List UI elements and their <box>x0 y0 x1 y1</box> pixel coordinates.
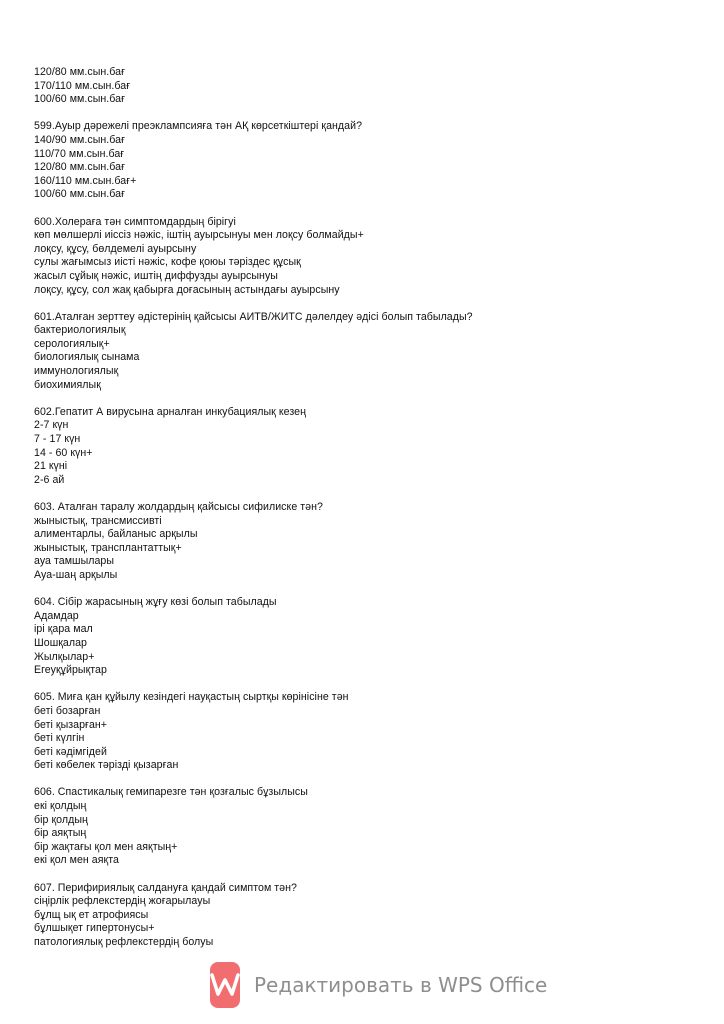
answer-line: 140/90 мм.сын.бағ <box>34 133 125 146</box>
answer-line: екі қолдың <box>34 800 87 813</box>
question-line: 603. Аталған таралу жолдардың қайсысы сифилиске тән? <box>34 501 323 513</box>
paragraph-gap <box>34 773 694 787</box>
paragraph-gap <box>34 487 694 501</box>
answer-line: беті күлгін <box>34 732 85 745</box>
answer-line: 7 - 17 күн <box>34 433 81 446</box>
answer-line: 110/70 мм.сын.бағ <box>34 147 125 160</box>
answer-line: бір аяқтың <box>34 827 87 840</box>
answer-line: бір қолдың <box>34 813 88 826</box>
document-page <box>34 66 694 950</box>
wps-edit-banner[interactable] <box>210 958 548 1012</box>
paragraph-gap <box>34 202 694 216</box>
answer-line: ірі қара мал <box>34 623 93 636</box>
answer-line: беті қызарған+ <box>34 718 108 731</box>
paragraph-gap <box>34 297 694 311</box>
answer-line: сулы жағымсыз иісті нәжіс, кофе қоюы тәріздес құсық <box>34 256 301 269</box>
answer-line: иммунологиялық <box>34 365 119 378</box>
answer-line: биохимиялық <box>34 378 101 391</box>
answer-line: лоқсу, құсу, сол жақ қабырға доғасының астындағы ауырсыну <box>34 283 340 296</box>
answer-line: 120/80 мм.сын.бағ <box>34 66 125 78</box>
answer-line: беті бозарған <box>34 704 101 717</box>
answer-line: бұлшықет гипертонусы+ <box>34 922 155 935</box>
answer-line: Шошқалар <box>34 636 87 649</box>
question-line: 605. Миға қан құйылу кезіндегі науқастың сыртқы көрінісіне тән <box>34 691 349 704</box>
answer-line: Егеуқұйрықтар <box>34 664 107 677</box>
answer-line: жыныстық, трансмиссивті <box>34 514 162 527</box>
answer-line: 14 - 60 күн+ <box>34 446 93 459</box>
question-line: 606. Спастикалық гемипарезге тән қозғалыс бұзылысы <box>34 786 308 799</box>
answer-line: патологиялық рефлекстердің болуы <box>34 936 214 948</box>
paragraph-gap <box>34 678 694 692</box>
question-line: 600.Холераға тән симптомдардың бірігуі <box>34 215 236 228</box>
answer-line: беті кәдімгідей <box>34 745 107 758</box>
paragraph-gap <box>34 868 694 882</box>
question-line: 602.Гепатит А вирусына арналған инкубациялық кезең <box>34 405 306 418</box>
wps-logo-icon[interactable] <box>210 962 240 1008</box>
paragraph-gap <box>34 583 694 597</box>
wps-edit-label[interactable]: Редактировать в WPS Office <box>254 973 548 997</box>
answer-line: екі қол мен аяқта <box>34 854 119 867</box>
answer-line: 100/60 мм.сын.бағ <box>34 93 125 106</box>
answer-line: бактериологиялық <box>34 324 126 337</box>
answer-line: беті көбелек тәрізді қызарған <box>34 759 179 772</box>
paragraph-gap <box>34 392 694 406</box>
answer-line: Жылқылар+ <box>34 650 95 663</box>
answer-line: 2-7 күн <box>34 419 69 432</box>
answer-line: 100/60 мм.сын.бағ <box>34 188 125 201</box>
answer-line: 170/110 мм.сын.бағ <box>34 79 131 92</box>
answer-line: жасыл сұйық нәжіс, иштің диффузды ауырсынуы <box>34 269 278 282</box>
question-line: 604. Сібір жарасының жұғу көзі болып табылады <box>34 596 277 609</box>
answer-line: лоқсу, құсу, бөлдемелі ауырсыну <box>34 242 197 255</box>
answer-line: Адамдар <box>34 609 79 622</box>
question-line: 607. Перифириялық салдануға қандай симптом тән? <box>34 881 297 894</box>
answer-line: Ауа-шаң арқылы <box>34 568 118 581</box>
answer-line: ауа тамшылары <box>34 555 115 568</box>
answer-line: сіңірлік рефлекстердің жоғарылауы <box>34 895 211 908</box>
answer-line: 21 күні <box>34 460 68 473</box>
answer-line: биологиялық сынама <box>34 351 140 364</box>
paragraph-gap <box>34 107 694 121</box>
answer-line: серологиялық+ <box>34 337 110 350</box>
answer-line: 120/80 мм.сын.бағ <box>34 161 125 174</box>
question-line: 599.Ауыр дәрежелі преэклампсияға тән АҚ көрсеткіштері қандай? <box>34 120 363 133</box>
question-line: 601.Аталған зерттеу әдістерінің қайсысы АИТВ/ЖИТС дәлелдеу әдісі болып табылады? <box>34 310 473 323</box>
answer-line: бір жақтағы қол мен аяқтың+ <box>34 840 178 853</box>
answer-line: 2-6 ай <box>34 473 65 486</box>
answer-line: алиментарлы, байланыс арқылы <box>34 528 198 541</box>
answer-line: көп мөлшерлі иіссіз нәжіс, іштің ауырсынуы мен лоқсу болмайды+ <box>34 229 364 242</box>
answer-line: жыныстық, трансплантаттық+ <box>34 541 182 554</box>
answer-line: бұлщ ық ет атрофиясы <box>34 908 149 921</box>
answer-line: 160/110 мм.сын.бағ+ <box>34 174 137 187</box>
